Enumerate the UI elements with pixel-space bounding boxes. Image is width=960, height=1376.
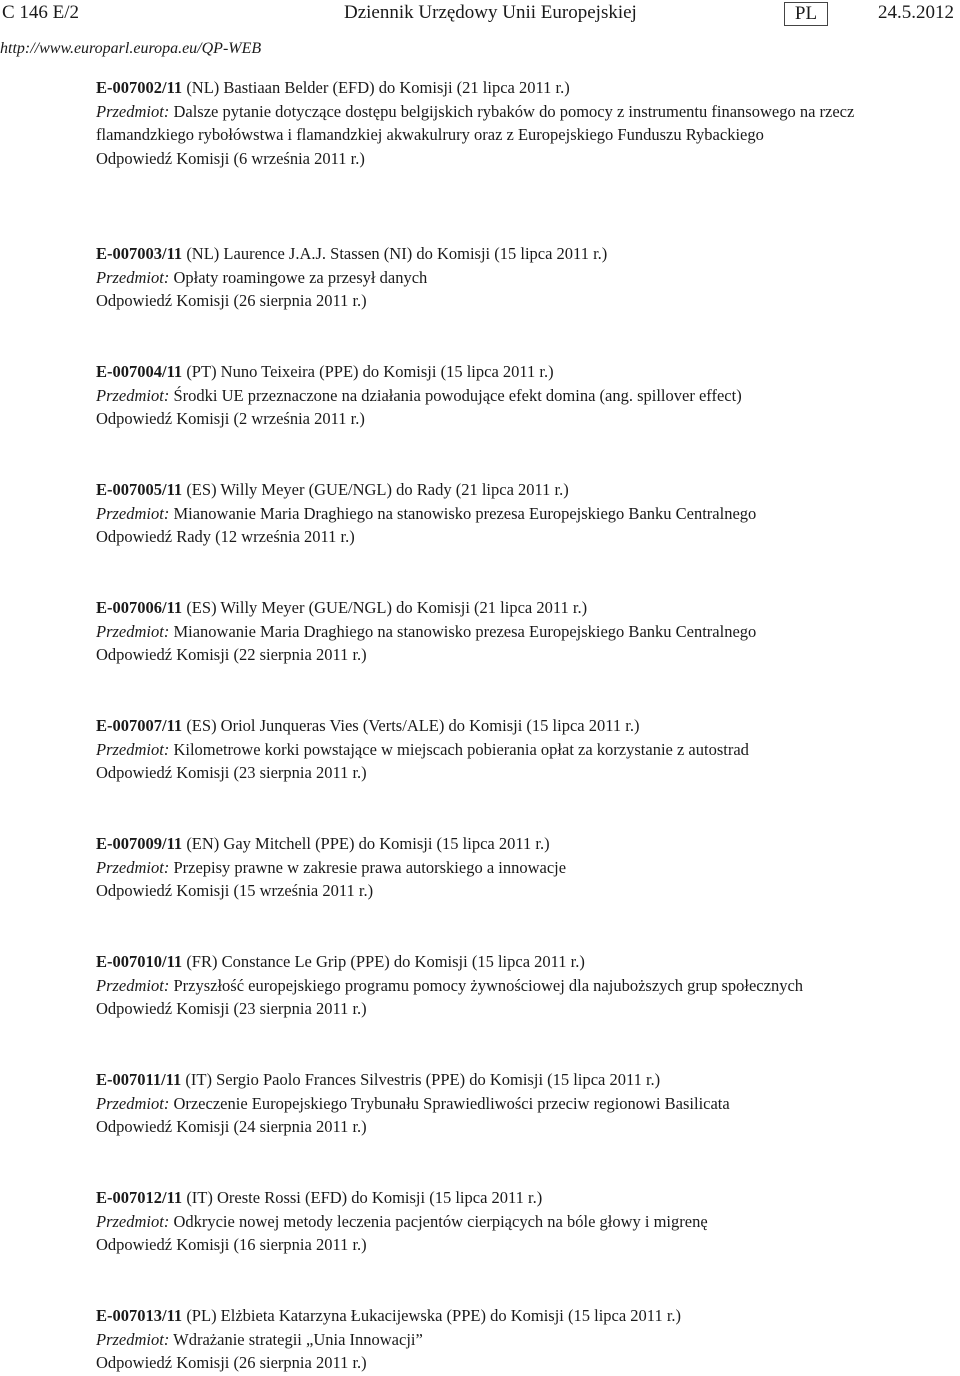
question-code: E-007006/11 [96,598,183,617]
question-entry [96,714,896,785]
question-subject: Mianowanie Maria Draghiego na stanowisko prezesa Europejskiego Banku Centralnego [173,503,757,523]
page-header [0,2,960,32]
question-subject: Dalsze pytanie dotyczące dostępu belgijskich rybaków do pomocy z instrumentu finansowego na rzecz flamandzkiego rybołówstwa i flamandzkiej akwakulrury oraz z Europejskiego Funduszu Rybackiego [96,101,855,144]
question-subject: Przepisy prawne w zakresie prawa autorskiego a innowacje [173,857,567,877]
question-author: (FR) Constance Le Grip (PPE) do Komisji (15 lipca 2011 r.) [186,952,585,971]
answer-line: Odpowiedź Komisji (16 sierpnia 2011 r.) [96,1235,367,1254]
question-entry [96,1186,896,1257]
page-reference: C 146 E/2 [2,2,80,23]
subject-label: Przedmiot: [96,101,170,121]
question-entry [96,1068,896,1139]
question-subject: Mianowanie Maria Draghiego na stanowisko prezesa Europejskiego Banku Centralnego [173,621,757,641]
question-author: (IT) Sergio Paolo Frances Silvestris (PPE) do Komisji (15 lipca 2011 r.) [185,1070,661,1089]
source-url: http://www.europarl.europa.eu/QP-WEB [0,40,262,57]
question-entry [96,76,896,170]
subject-label: Przedmiot: [96,503,170,523]
question-entry [96,242,896,313]
language-badge: PL [784,2,828,26]
question-author: (NL) Bastiaan Belder (EFD) do Komisji (21 lipca 2011 r.) [186,78,570,97]
subject-label: Przedmiot: [96,385,170,405]
question-code: E-007009/11 [96,834,183,853]
question-subject: Opłaty roamingowe za przesył danych [173,267,428,287]
subject-label: Przedmiot: [96,267,170,287]
question-subject: Odkrycie nowej metody leczenia pacjentów cierpiących na bóle głowy i migrenę [173,1211,708,1231]
answer-line: Odpowiedź Komisji (26 sierpnia 2011 r.) [96,291,367,310]
journal-title: Dziennik Urzędowy Unii Europejskiej [344,2,637,23]
answer-line: Odpowiedź Komisji (26 sierpnia 2011 r.) [96,1353,367,1372]
question-author: (ES) Willy Meyer (GUE/NGL) do Rady (21 lipca 2011 r.) [186,480,569,499]
subject-label: Przedmiot: [96,975,170,995]
answer-line: Odpowiedź Komisji (24 sierpnia 2011 r.) [96,1117,367,1136]
question-code: E-007002/11 [96,78,183,97]
subject-label: Przedmiot: [96,621,170,641]
question-author: (IT) Oreste Rossi (EFD) do Komisji (15 lipca 2011 r.) [186,1188,543,1207]
question-author: (NL) Laurence J.A.J. Stassen (NI) do Komisji (15 lipca 2011 r.) [186,244,608,263]
question-subject: Wdrażanie strategii „Unia Innowacji” [173,1329,423,1349]
question-code: E-007012/11 [96,1188,183,1207]
question-entry [96,478,896,549]
question-code: E-007010/11 [96,952,183,971]
subject-label: Przedmiot: [96,1093,170,1113]
question-code: E-007007/11 [96,716,183,735]
question-subject: Środki UE przeznaczone na działania powodujące efekt domina (ang. spillover effect) [173,385,742,405]
question-entry [96,360,896,431]
question-code: E-007013/11 [96,1306,183,1325]
answer-line: Odpowiedź Komisji (6 września 2011 r.) [96,148,365,168]
question-entry [96,1304,896,1375]
question-entry [96,832,896,903]
answer-line: Odpowiedź Komisji (2 września 2011 r.) [96,409,365,428]
answer-line: Odpowiedź Komisji (23 sierpnia 2011 r.) [96,999,367,1018]
question-subject: Orzeczenie Europejskiego Trybunału Sprawiedliwości przeciw regionowi Basilicata [173,1093,730,1113]
question-author: (PL) Elżbieta Katarzyna Łukacijewska (PPE) do Komisji (15 lipca 2011 r.) [186,1306,682,1325]
question-code: E-007003/11 [96,244,183,263]
question-author: (PT) Nuno Teixeira (PPE) do Komisji (15 lipca 2011 r.) [186,362,554,381]
question-author: (EN) Gay Mitchell (PPE) do Komisji (15 lipca 2011 r.) [186,834,550,853]
publication-date: 24.5.2012 [878,2,954,23]
subject-label: Przedmiot: [96,1211,170,1231]
question-author: (ES) Oriol Junqueras Vies (Verts/ALE) do Komisji (15 lipca 2011 r.) [186,716,640,735]
subject-label: Przedmiot: [96,857,170,877]
question-entry [96,596,896,667]
answer-line: Odpowiedź Rady (12 września 2011 r.) [96,527,355,546]
answer-line: Odpowiedź Komisji (23 sierpnia 2011 r.) [96,763,367,782]
subject-label: Przedmiot: [96,739,170,759]
question-code: E-007004/11 [96,362,183,381]
question-subject: Kilometrowe korki powstające w miejscach pobierania opłat za korzystanie z autostrad [173,739,749,759]
subject-label: Przedmiot: [96,1329,170,1349]
answer-line: Odpowiedź Komisji (22 sierpnia 2011 r.) [96,645,367,664]
question-code: E-007005/11 [96,480,183,499]
question-subject: Przyszłość europejskiego programu pomocy żywnościowej dla najuboższych grup społecznych [173,975,804,995]
question-author: (ES) Willy Meyer (GUE/NGL) do Komisji (21 lipca 2011 r.) [186,598,588,617]
answer-line: Odpowiedź Komisji (15 września 2011 r.) [96,881,374,900]
question-code: E-007011/11 [96,1070,182,1089]
question-entry [96,950,896,1021]
